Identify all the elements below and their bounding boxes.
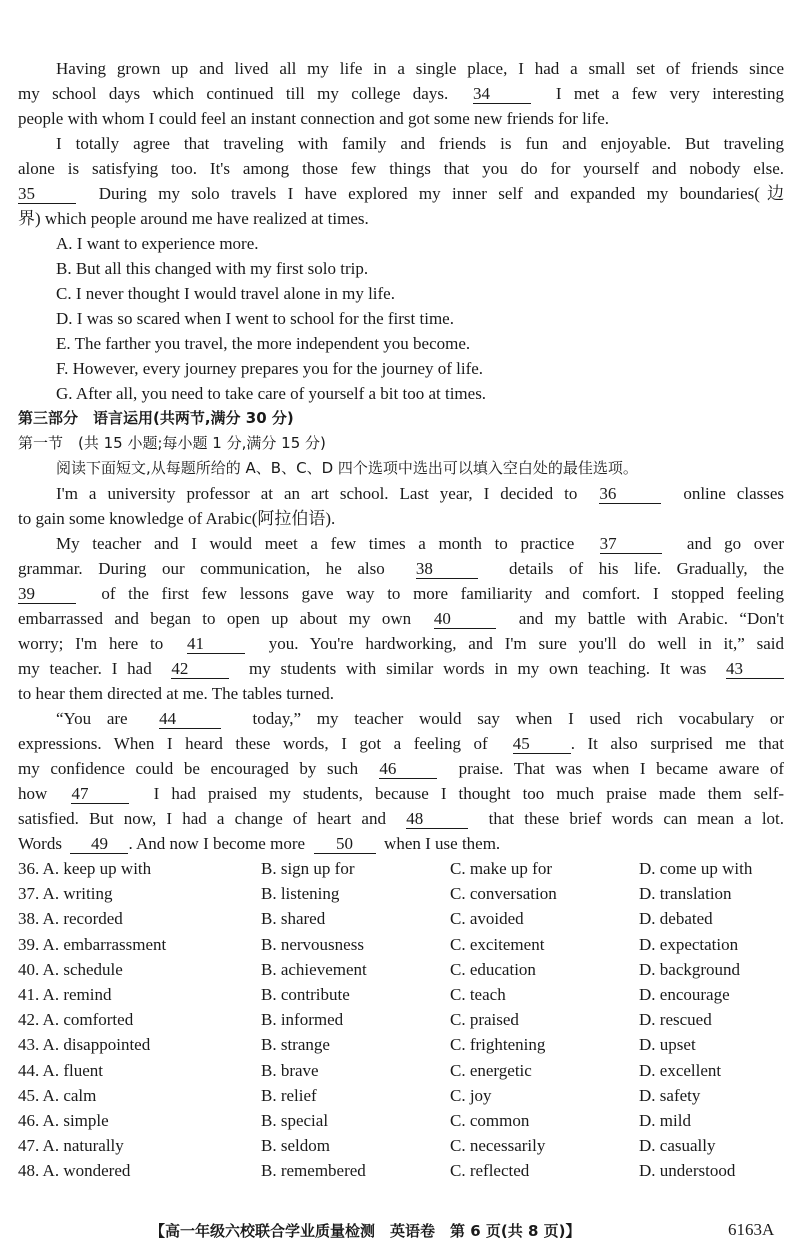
blank-43: 43	[726, 660, 784, 679]
choice-b: B. relief	[261, 1085, 317, 1105]
cloze-line	[18, 531, 784, 556]
cloze-text: I'm a university professor at an art school. Last year, I decided to	[56, 484, 578, 503]
choice-c: C. joy	[450, 1085, 492, 1105]
blank-46: 46	[379, 760, 437, 779]
passage-text: I met a few very interesting	[555, 84, 784, 103]
instruction-text: 阅读下面短文,从每题所给的 A、B、C、D 四个选项中选出可以填入空白处的最佳选项。	[56, 459, 638, 477]
passage-text: people with whom I could feel an instant connection and got some new friends for life.	[18, 109, 610, 128]
cloze-text: embarrassed and began to open up about my own	[18, 609, 412, 628]
question-row	[18, 881, 784, 906]
question-row	[18, 1007, 784, 1032]
blank-41: 41	[187, 635, 245, 654]
cloze-line	[18, 606, 784, 631]
cloze-text: online classes	[683, 484, 784, 503]
blank-42: 42	[171, 660, 229, 679]
passage-text: I totally agree that traveling with family and friends is fun and enjoyable. But traveling	[56, 134, 784, 153]
option-b: B. But all this changed with my first solo trip.	[56, 259, 369, 278]
part3-heading: 第三部分 语言运用(共两节,满分 30 分)	[18, 409, 294, 427]
cloze-text: how	[18, 784, 48, 803]
cloze-text: of the first few lessons gave way to more familiarity and comfort. I stopped feeling	[101, 584, 784, 603]
question-row	[18, 856, 784, 881]
choice-c: C. common	[450, 1110, 530, 1130]
choice-c: C. education	[450, 959, 536, 979]
choice-a: 36. A. keep up with	[18, 859, 152, 878]
choice-b: B. remembered	[261, 1161, 366, 1181]
choice-c: C. reflected	[450, 1161, 530, 1181]
choice-b: B. brave	[261, 1060, 319, 1080]
blank-39: 39	[18, 585, 76, 604]
choice-b: B. listening	[261, 884, 340, 904]
passage-line	[18, 106, 784, 131]
choice-d: D. rescued	[639, 1010, 712, 1030]
question-row	[18, 1133, 784, 1158]
choice-a: 38. A. recorded	[18, 909, 123, 929]
cloze-line	[18, 556, 784, 581]
cloze-text: praise. That was when I became aware of	[458, 759, 784, 778]
passage-text: 界) which people around me have realized at times.	[18, 209, 369, 228]
blank-49: 49	[70, 835, 128, 854]
cloze-line	[18, 481, 784, 506]
cloze-line	[18, 731, 784, 756]
footer-code: 6163A	[728, 1220, 775, 1239]
question-row	[18, 906, 784, 931]
cloze-line	[18, 806, 784, 831]
blank-37: 37	[600, 535, 662, 554]
cloze-text: when I use them.	[384, 834, 501, 853]
choice-d: D. upset	[639, 1035, 696, 1055]
passage-text: During my solo travels I have explored my inner self and expanded my boundaries(边	[98, 184, 784, 203]
passage-text: alone is satisfying too. It's among those few things that you do for yourself and nobody else.	[18, 159, 784, 178]
cloze-text: that these brief words can mean a lot.	[488, 809, 784, 828]
passage-line	[18, 56, 784, 81]
question-row	[18, 1083, 784, 1108]
option-c: C. I never thought I would travel alone in my life.	[56, 284, 395, 303]
choice-a: 47. A. naturally	[18, 1136, 124, 1156]
cloze-text: my confidence could be encouraged by such	[18, 759, 359, 778]
option-a: A. I want to experience more.	[56, 234, 259, 253]
choice-c: C. frightening	[450, 1035, 546, 1055]
cloze-text: to gain some knowledge of Arabic(阿拉伯语).	[18, 509, 336, 528]
choice-d: D. debated	[639, 909, 713, 929]
cloze-text: today,” my teacher would say when I used rich vocabulary or	[252, 709, 784, 728]
choice-d: D. safety	[639, 1085, 701, 1105]
blank-35: 35	[18, 185, 76, 204]
cloze-text: my students with similar words in my own teaching. It was	[248, 659, 707, 678]
choice-a: 48. A. wondered	[18, 1161, 131, 1181]
question-options	[18, 856, 784, 1183]
choice-a: 43. A. disappointed	[18, 1035, 151, 1055]
cloze-text: and my battle with Arabic. “Don't	[518, 609, 784, 628]
option-g: G. After all, you need to take care of yourself a bit too at times.	[56, 384, 487, 403]
cloze-line	[18, 506, 784, 531]
cloze-text: my teacher. I had	[18, 659, 152, 678]
passage-text: my school days which continued till my college days.	[18, 84, 449, 103]
choice-d: D. encourage	[639, 984, 730, 1004]
question-row	[18, 1108, 784, 1133]
blank-44: 44	[159, 710, 221, 729]
choice-c: C. energetic	[450, 1060, 532, 1080]
choice-a: 37. A. writing	[18, 884, 113, 904]
cloze-line	[18, 831, 784, 856]
question-row	[18, 1058, 784, 1083]
option-d: D. I was so scared when I went to school for the first time.	[56, 309, 454, 328]
blank-34: 34	[473, 85, 531, 104]
cloze-text: expressions. When I heard these words, I got a feeling of	[18, 734, 488, 753]
cloze-text: . And now I become more	[128, 834, 306, 853]
choice-b: B. seldom	[261, 1136, 330, 1156]
choice-a: 45. A. calm	[18, 1085, 97, 1105]
cloze-line	[18, 706, 784, 731]
cloze-text: worry; I'm here to	[18, 634, 164, 653]
choice-d: D. come up with	[639, 859, 753, 878]
passage-line	[18, 206, 784, 231]
cloze-text: “You are	[56, 709, 128, 728]
blank-45: 45	[513, 735, 571, 754]
cloze-text: satisfied. But now, I had a change of heart and	[18, 809, 386, 828]
choice-c: C. praised	[450, 1010, 519, 1030]
choice-d: D. expectation	[639, 934, 739, 954]
choice-c: C. avoided	[450, 909, 524, 929]
question-row	[18, 1158, 784, 1183]
choice-a: 46. A. simple	[18, 1110, 109, 1130]
passage-line	[18, 181, 784, 206]
cloze-text: and go over	[686, 534, 784, 553]
page-footer	[0, 1220, 800, 1246]
choice-d: D. background	[639, 959, 741, 979]
choice-d: D. translation	[639, 884, 732, 904]
cloze-text: I had praised my students, because I thought too much praise made them self-	[153, 784, 784, 803]
blank-36: 36	[599, 485, 661, 504]
cloze-text: Words	[18, 834, 62, 853]
choice-d: D. understood	[639, 1161, 736, 1181]
question-row	[18, 982, 784, 1007]
question-row	[18, 957, 784, 982]
choice-b: B. contribute	[261, 984, 350, 1004]
choice-b: B. informed	[261, 1010, 344, 1030]
question-row	[18, 1032, 784, 1057]
choice-c: C. conversation	[450, 884, 557, 904]
passage-text: Having grown up and lived all my life in a single place, I had a small set of friends since	[56, 59, 784, 78]
choice-a: 40. A. schedule	[18, 959, 123, 979]
cloze-text: . It also surprised me that	[570, 734, 784, 753]
cloze-text: you. You're hardworking, and I'm sure you'll do well in it,” said	[268, 634, 784, 653]
cloze-text: to hear them directed at me. The tables turned.	[18, 684, 334, 703]
footer-title: 【高一年级六校联合学业质量检测 英语卷 第 6 页(共 8 页)】	[150, 1222, 581, 1240]
choice-c: C. teach	[450, 984, 506, 1004]
cloze-line	[18, 631, 784, 656]
choice-b: B. special	[261, 1110, 329, 1130]
choice-b: B. nervousness	[261, 934, 364, 954]
passage-line	[18, 81, 784, 106]
blank-38: 38	[416, 560, 478, 579]
blank-48: 48	[406, 810, 468, 829]
choice-d: D. casually	[639, 1136, 716, 1156]
cloze-line	[18, 581, 784, 606]
choice-b: B. achievement	[261, 959, 367, 979]
choice-b: B. sign up for	[261, 859, 355, 878]
cloze-line	[18, 681, 784, 706]
choice-d: D. excellent	[639, 1060, 722, 1080]
section1-heading: 第一节 (共 15 小题;每小题 1 分,满分 15 分)	[18, 434, 326, 452]
cloze-text: grammar. During our communication, he also	[18, 559, 385, 578]
choice-b: B. strange	[261, 1035, 330, 1055]
question-row	[18, 932, 784, 957]
choice-c: C. necessarily	[450, 1136, 546, 1156]
choice-a: 41. A. remind	[18, 984, 112, 1004]
choice-c: C. make up for	[450, 859, 552, 878]
passage-line	[18, 156, 784, 181]
cloze-text: My teacher and I would meet a few times a month to practice	[56, 534, 575, 553]
exam-page	[18, 56, 784, 1183]
blank-50: 50	[314, 835, 376, 854]
option-e: E. The farther you travel, the more independent you become.	[56, 334, 471, 353]
cloze-text: details of his life. Gradually, the	[509, 559, 784, 578]
choice-a: 44. A. fluent	[18, 1060, 103, 1080]
choice-d: D. mild	[639, 1110, 691, 1130]
cloze-line	[18, 756, 784, 781]
option-f: F. However, every journey prepares you for the journey of life.	[56, 359, 484, 378]
cloze-line	[18, 781, 784, 806]
choice-c: C. excitement	[450, 934, 545, 954]
passage-line	[18, 131, 784, 156]
cloze-line	[18, 656, 784, 681]
choice-a: 42. A. comforted	[18, 1010, 134, 1030]
blank-40: 40	[434, 610, 496, 629]
choice-b: B. shared	[261, 909, 326, 929]
blank-47: 47	[71, 785, 129, 804]
choice-a: 39. A. embarrassment	[18, 934, 167, 954]
